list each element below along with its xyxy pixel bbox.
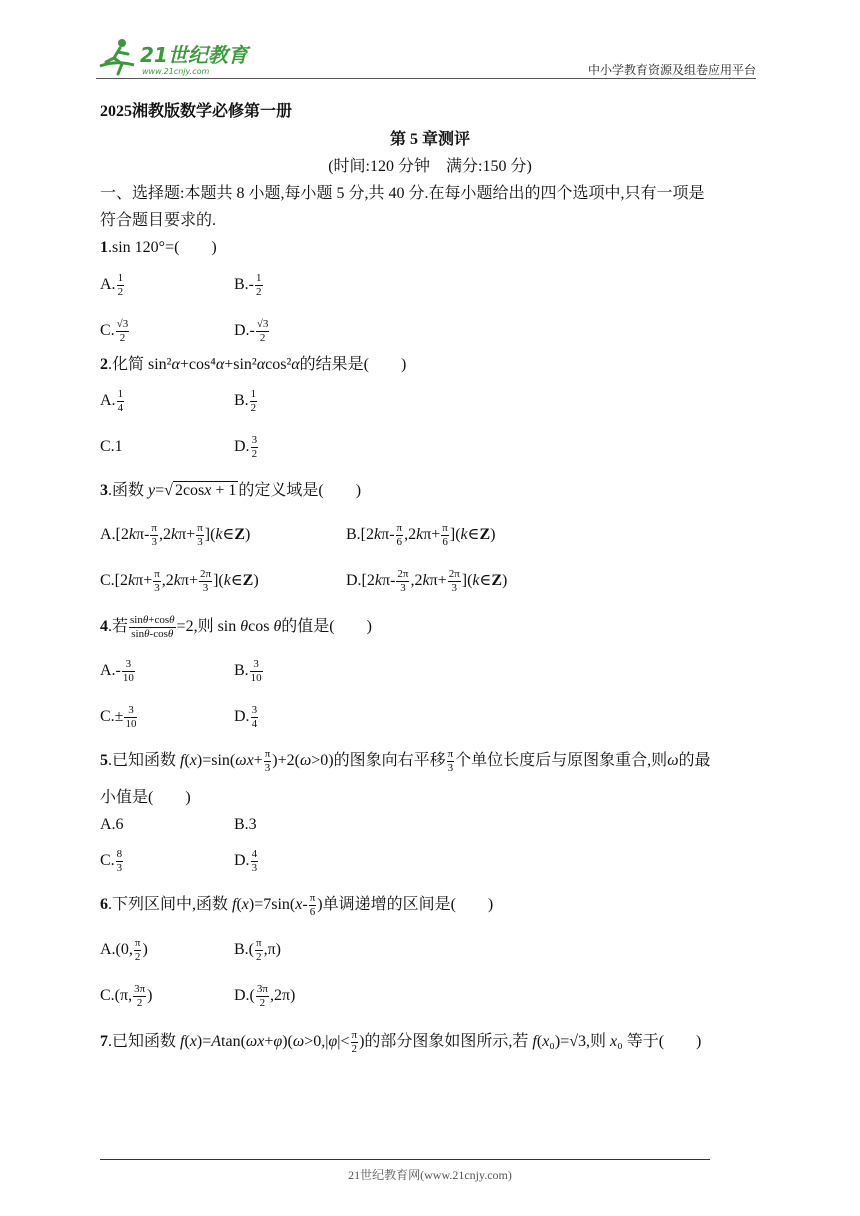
- q3-option-a: A.[2kπ- $\frac{\pi}{3}$ ,2kπ+ $\frac{\pi}{3}$ ](k∈Z): [100, 522, 251, 548]
- question-3: 3.函数 y=√ 2cosx + 1 的定义域是( ): [100, 482, 362, 499]
- chapter-title: 第 5 章测评: [389, 131, 470, 148]
- question-6: 6.下列区间中,函数 f(x)=7sin(x- $\frac{\pi}{6}$ )单调递增的区间是( ): [100, 892, 494, 918]
- q1-option-b: B.- $\frac{1}{2}$: [234, 272, 262, 298]
- q3-option-d: D.[2kπ- $\frac{2\pi}{3}$ ,2kπ+ $\frac{2\pi}{3}$ ](k∈Z): [346, 568, 508, 594]
- q4-option-a: A.- $\frac{3}{10}$: [100, 658, 134, 684]
- q1-option-d: D.- $\frac{√3}{2}$: [234, 318, 269, 344]
- question-1: 1.sin 120°=( ): [100, 239, 217, 256]
- q6-option-c: C.(π, $\frac{3\pi}{2}$ ): [100, 983, 153, 1009]
- section-heading-line1: 一、选择题:本题共 8 小题,每小题 5 分,共 40 分.在每小题给出的四个选项中,只有一项是: [100, 185, 705, 202]
- q4-option-d: D. $\frac{3}{4}$: [234, 704, 258, 730]
- section-heading-line2: 符合题目要求的.: [100, 212, 217, 229]
- svg-text:www.21cnjy.com: www.21cnjy.com: [142, 67, 210, 76]
- site-name: 中小学教育资源及组卷应用平台: [587, 63, 756, 77]
- question-4: 4.若 $\frac{\sin\theta+\cos\theta}{\sin\theta-\cos\theta}$ =2,则 sin θcos θ的值是( ): [100, 614, 372, 640]
- q4-option-b: B. $\frac{3}{10}$: [234, 658, 262, 684]
- q3-option-b: B.[2kπ- $\frac{\pi}{6}$ ,2kπ+ $\frac{\pi}{6}$ ](k∈Z): [346, 522, 496, 548]
- question-7: 7.已知函数 f(x)=Atan(ωx+φ)(ω>0,|φ|< $\frac{\pi}{2}$ )的部分图象如图所示,若 f(x₀)=√3,则 x₀ 等于( ): [100, 1029, 702, 1055]
- svg-text:21世纪教育: 21世纪教育: [140, 43, 248, 67]
- question-5-line2: 小值是( ): [100, 789, 191, 806]
- q5-option-c: C. $\frac{8}{3}$: [100, 848, 123, 874]
- q6-option-b: B.( $\frac{\pi}{2}$ ,π): [234, 937, 281, 963]
- q5-option-b: B.3: [234, 816, 257, 833]
- book-title: 2025湘教版数学必修第一册: [100, 103, 293, 120]
- q4-option-c: C.± $\frac{3}{10}$: [100, 704, 137, 730]
- q1-option-a: A. $\frac{1}{2}$: [100, 272, 124, 298]
- footer-text: 21世纪教育网(www.21cnjy.com): [348, 1168, 512, 1182]
- q2-option-a: A. $\frac{1}{4}$: [100, 388, 124, 414]
- logo-icon: [96, 36, 266, 80]
- q3-option-c: C.[2kπ+ $\frac{\pi}{3}$ ,2kπ+ $\frac{2\pi}{3}$ ](k∈Z): [100, 568, 259, 594]
- q2-option-d: D. $\frac{3}{2}$: [234, 434, 258, 460]
- header-divider: [96, 78, 756, 79]
- footer-divider: [100, 1159, 710, 1160]
- question-5-line1: 5.已知函数 f(x)=sin(ωx+ $\frac{\pi}{3}$ )+2(ω>0)的图象向右平移 $\frac{\pi}{3}$ 个单位长度后与原图象重合,则ω的最: [100, 748, 711, 774]
- q2-option-c: C.1: [100, 438, 123, 455]
- q5-option-a: A.6: [100, 816, 124, 833]
- question-2: 2.化简 sin²α+cos⁴α+sin²αcos²α的结果是( ): [100, 356, 407, 373]
- q5-option-d: D. $\frac{4}{3}$: [234, 848, 258, 874]
- time-info: (时间:120 分钟 满分:150 分): [328, 158, 532, 175]
- q1-option-c: C. $\frac{√3}{2}$: [100, 318, 129, 344]
- q2-option-b: B. $\frac{1}{2}$: [234, 388, 257, 414]
- q6-option-d: D.( $\frac{3\pi}{2}$ ,2π): [234, 983, 296, 1009]
- q6-option-a: A.(0, $\frac{\pi}{2}$ ): [100, 937, 148, 963]
